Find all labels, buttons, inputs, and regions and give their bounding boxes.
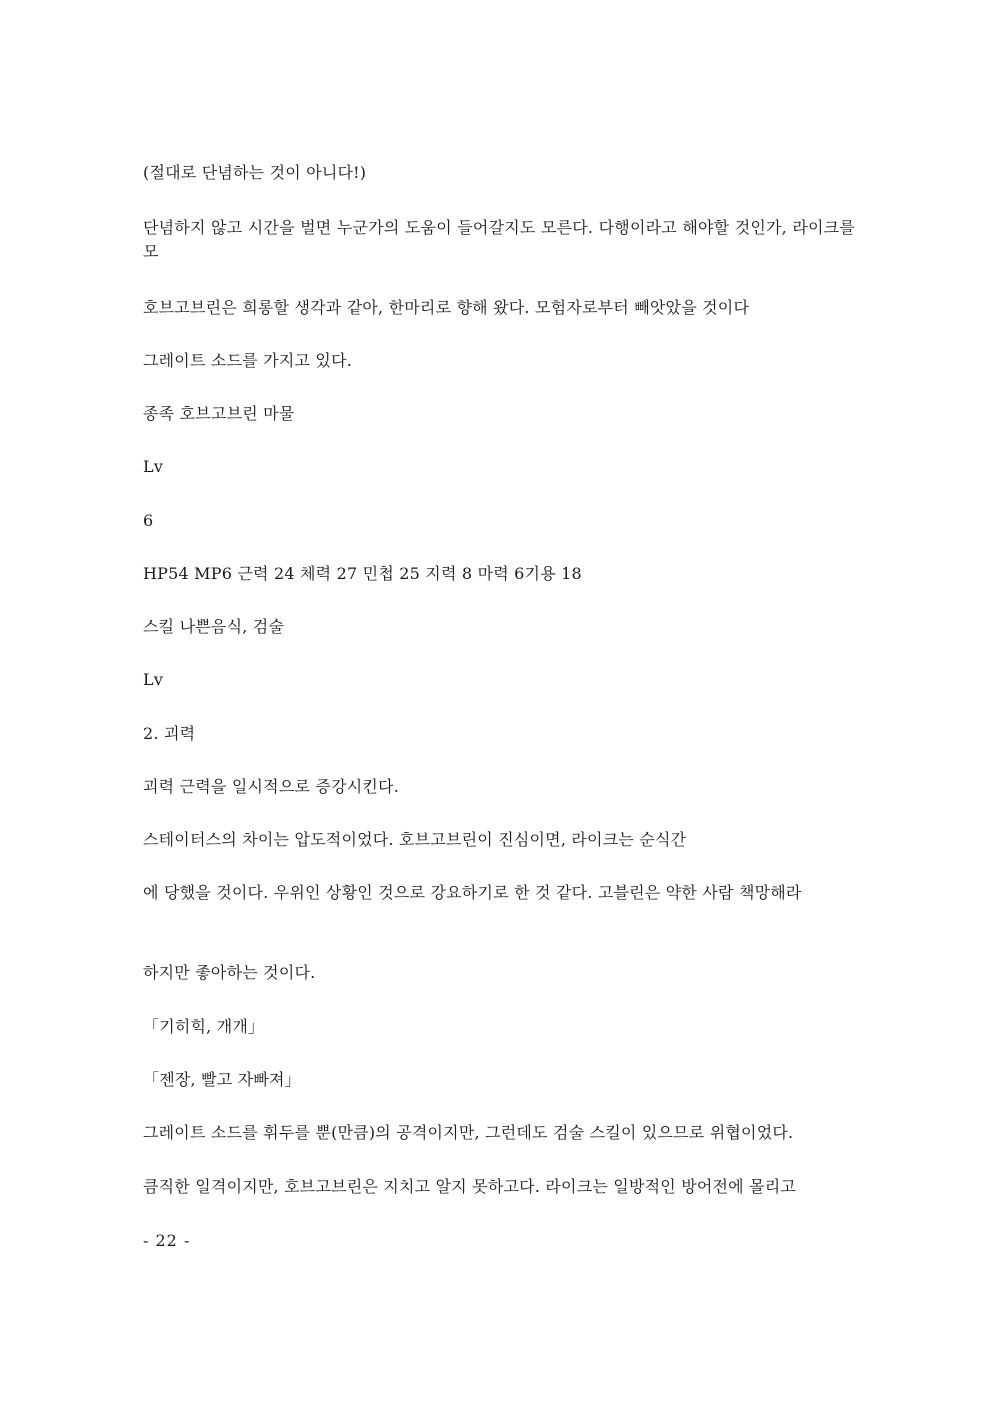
paragraph-14: 에 당했을 것이다. 우위인 상황인 것으로 강요하기로 한 것 같다. 고블린은 약한 사람 책망해라 bbox=[143, 883, 802, 902]
paragraph-12: 괴력 근력을 일시적으로 증강시킨다. bbox=[143, 777, 399, 796]
page-number: - 22 - bbox=[143, 1231, 191, 1250]
paragraph-18: 그레이트 소드를 휘두를 뿐(만큼)의 공격이지만, 그런데도 검술 스킬이 있으므로 위협이었다. bbox=[143, 1123, 794, 1142]
paragraph-9: 스킬 나쁜음식, 검술 bbox=[143, 617, 285, 636]
paragraph-3: 호브고브린은 희롱할 생각과 같아, 한마리로 향해 왔다. 모험자로부터 빼앗았을 것이다 bbox=[143, 298, 750, 317]
paragraph-16: 「기히힉, 개개」 bbox=[143, 1017, 265, 1036]
paragraph-4: 그레이트 소드를 가지고 있다. bbox=[143, 351, 353, 370]
paragraph-10: Lv bbox=[143, 670, 164, 689]
paragraph-2: 단념하지 않고 시간을 벌면 누군가의 도움이 들어갈지도 모른다. 다행이라고 해야할 것인가, 라이크를 모 bbox=[143, 218, 855, 261]
paragraph-5: 종족 호브고브린 마물 bbox=[143, 404, 295, 423]
paragraph-8: HP54 MP6 근력 24 체력 27 민첩 25 지력 8 마력 6기용 18 bbox=[143, 564, 582, 583]
paragraph-15: 하지만 좋아하는 것이다. bbox=[143, 963, 316, 982]
paragraph-1: (절대로 단념하는 것이 아니다!) bbox=[143, 163, 367, 182]
paragraph-17: 「젠장, 빨고 자빠져」 bbox=[143, 1070, 301, 1089]
paragraph-19: 큼직한 일격이지만, 호브고브린은 지치고 알지 못하고다. 라이크는 일방적인 방어전에 몰리고 bbox=[143, 1177, 797, 1196]
paragraph-6: Lv bbox=[143, 457, 164, 476]
paragraph-7: 6 bbox=[143, 511, 154, 530]
paragraph-13: 스테이터스의 차이는 압도적이었다. 호브고브린이 진심이면, 라이크는 순식간 bbox=[143, 830, 687, 849]
paragraph-11: 2. 괴력 bbox=[143, 724, 196, 743]
